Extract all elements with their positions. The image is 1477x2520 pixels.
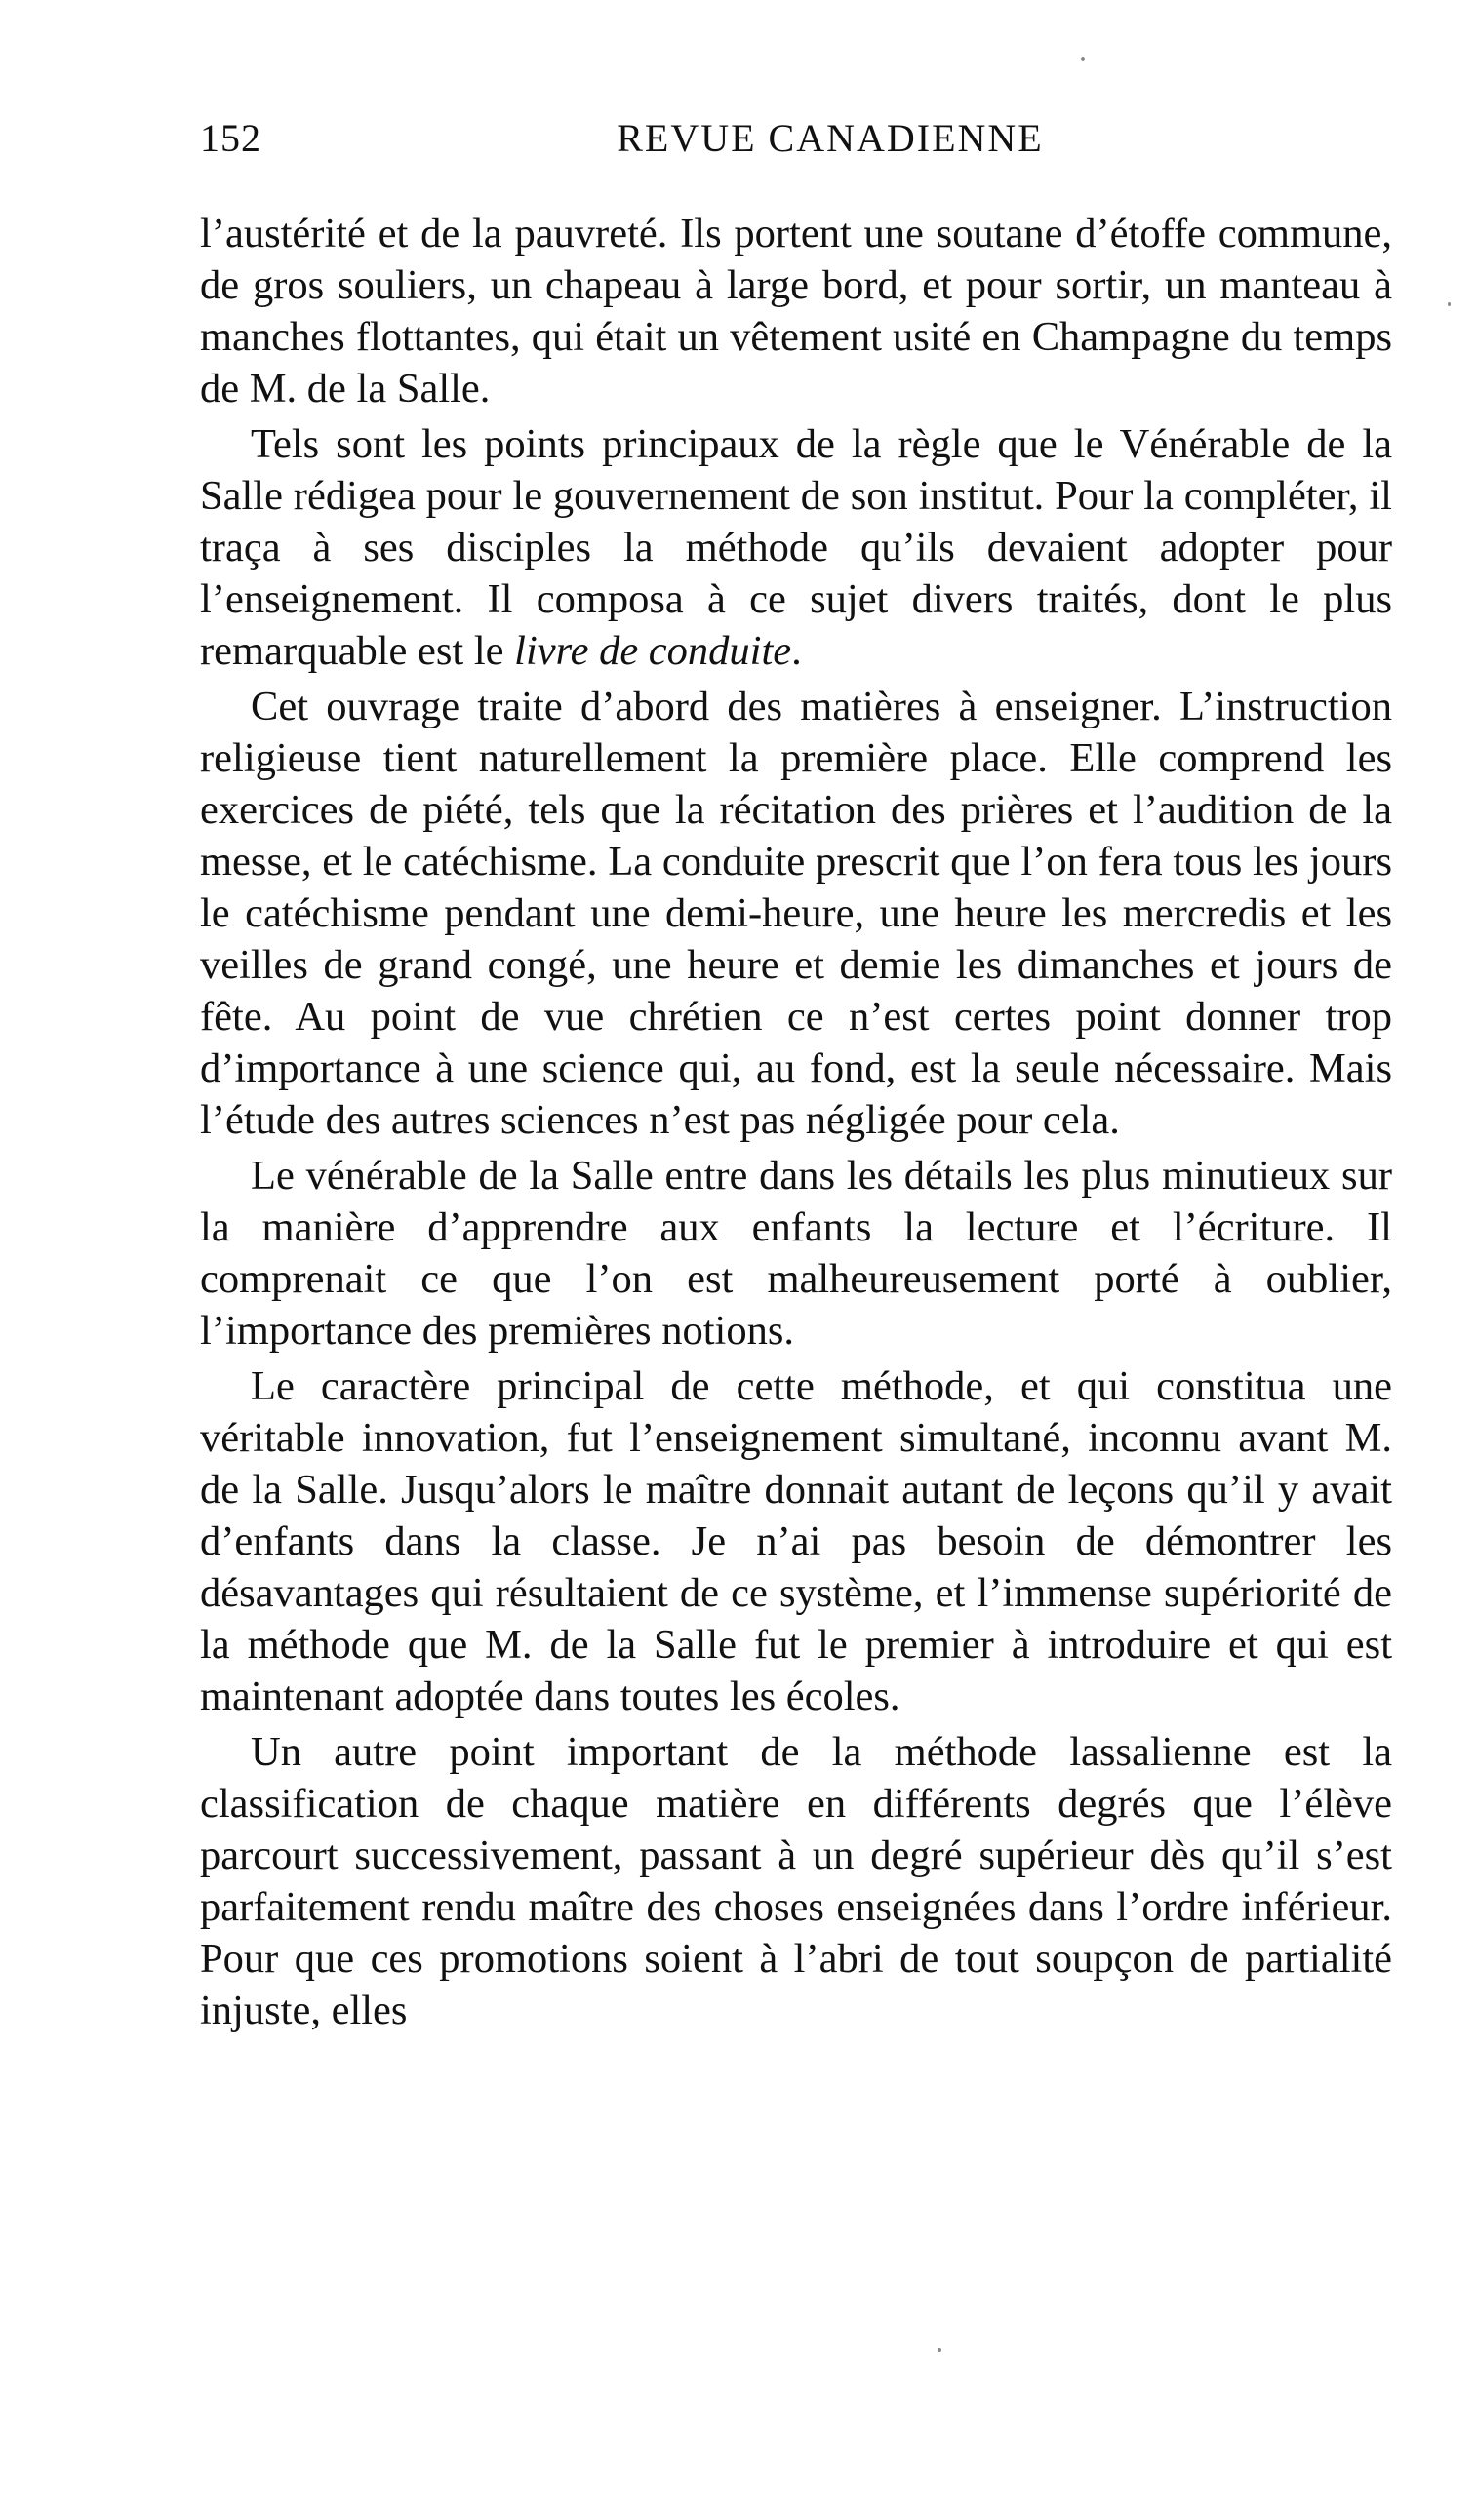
paragraph-5: Le caractère principal de cette méthode, et qui constitua une véritable innovation, fut l’enseignement simultané, inconnu avant M. de la Salle. Jusqu’alors le maître donnait autant de leçons qu’il y avait d’enfants dans la classe. Je n’ai pas besoin de démontrer les désavantages qui résultaient de ce système, et l’immense supériorité de la méthode que M. de la Salle fut le premier à introduire et qui est maintenant adoptée dans toutes les écoles. [200,1363,1392,1719]
running-head [200,115,1392,174]
paragraph-3: Cet ouvrage traite d’abord des matières à enseigner. L’instruction religieuse tient naturellement la première place. Elle comprend les exercices de piété, tels que la récitation des prières et l’audition de la messe, et le catéchisme. La conduite prescrit que l’on fera tous les jours le catéchisme pendant une demi-heure, une heure les mercredis et les veilles de grand congé, une heure et demie les dimanches et jours de fête. Au point de vue chrétien ce n’est certes point donner trop d’importance à une science qui, au fond, est la seule nécessaire. Mais l’étude des autres sciences n’est pas négligée pour cela. [200,684,1392,1143]
paragraph-2-end: . [791,628,802,674]
paragraph-6: Un autre point important de la méthode lassalienne est la classification de chaque matière en différents degrés que l’élève parcourt successivement, passant à un degré supérieur dès qu’il s’est parfaitement rendu maître des choses enseignées dans l’ordre inférieur. Pour que ces promotions soient à l’abri de tout soupçon de partialité injuste, elles [200,1729,1392,2033]
journal-title: REVUE CANADIENNE [617,116,1044,160]
scan-speck [1448,302,1451,306]
paragraph-4: Le vénérable de la Salle entre dans les détails les plus minutieux sur la manière d’apprendre aux enfants la lecture et l’écriture. Il comprenait ce que l’on est malheureusement porté à oublier, l’importance des premières notions. [200,1153,1392,1354]
book-title-italic: livre de conduite [514,628,792,674]
paragraph-1: l’austérité et de la pauvreté. Ils portent une soutane d’étoffe commune, de gros souliers, un chapeau à large bord, et pour sortir, un manteau à manches flottantes, qui était un vêtement usité en Champagne du temps de M. de la Salle. [200,211,1392,412]
scan-speck [1081,57,1085,61]
body-text [200,208,1392,2040]
scan-speck [938,2348,941,2352]
paragraph-2-text: Tels sont les points principaux de la règle que le Vénérable de la Salle rédigea pour le gouvernement de son institut. Pour la compléter, il traça à ses disciples la méthode qu’ils devaient adopter pour l’enseignement. Il composa à ce sujet divers traités, dont le plus remarquable est le [200,421,1392,674]
paragraph-2 [200,418,1392,677]
page-number: 152 [200,116,261,160]
